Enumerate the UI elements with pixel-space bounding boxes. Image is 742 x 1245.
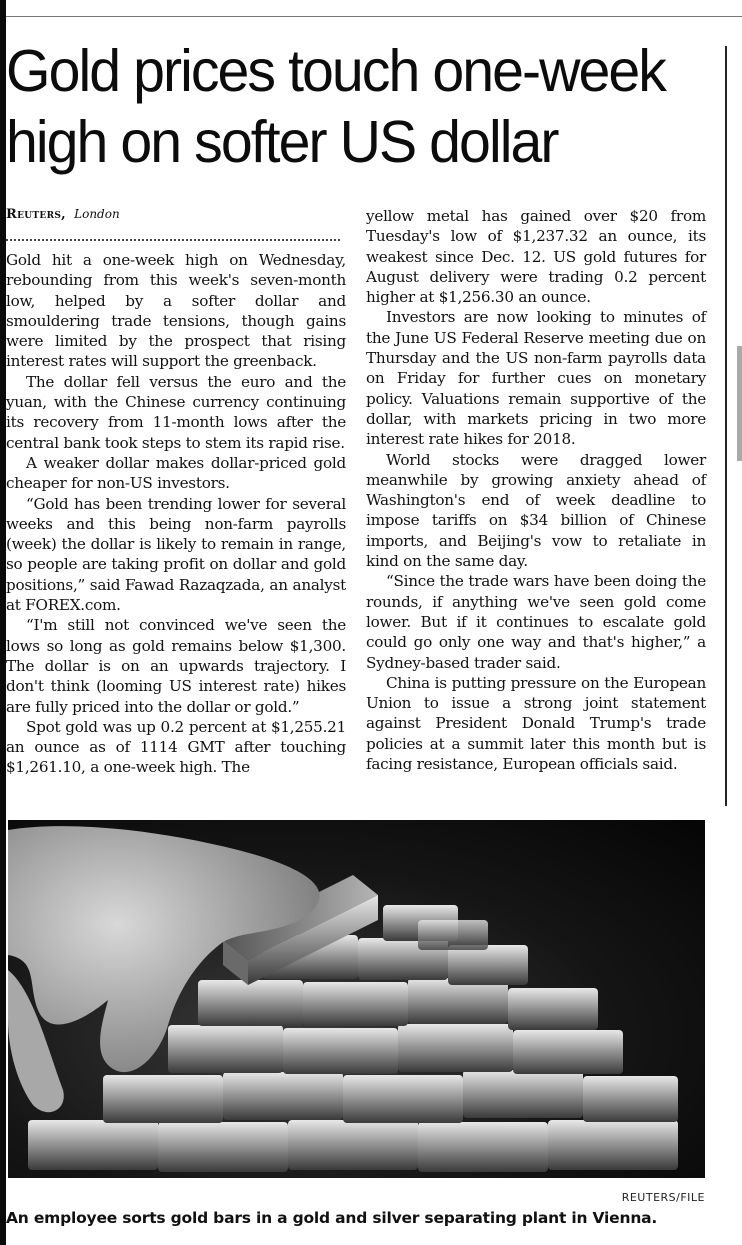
dotted-separator xyxy=(6,239,340,241)
paragraph: “Gold has been trending lower for several weeks and this being non-farm payrolls (week) the dollar is likely to remain in range, so people are taking profit on dollar and gold positions,” said Fawad Razaqzada, an analyst at FOREX.com. xyxy=(6,494,346,615)
article-column-2 xyxy=(366,206,706,774)
paragraph: “I'm still not convinced we've seen the lows so long as gold remains below $1,300. The dollar is on an upwards trajectory. I don't think (looming US interest rate) hikes are fully priced into the dollar or gold.” xyxy=(6,616,346,716)
photo-credit: REUTERS/FILE xyxy=(621,1191,705,1204)
paragraph: Gold hit a one-week high on Wednesday, rebounding from this week's seven-month low, helped by a softer dollar and smouldering trade tensions, though gains were limited by the prospect that rising interest rates will support the greenback. xyxy=(6,251,346,371)
headline: Gold prices touch one-week high on softer US dollar xyxy=(6,38,665,175)
paragraph: Investors are now looking to minutes of the June US Federal Reserve meeting due on Thursday and the US non-farm payrolls data on Friday for further cues on monetary policy. Valuations remain supportive of the dollar, with markets pricing in two more interest rate hikes for 2018. xyxy=(366,308,706,449)
gold-bars-photo xyxy=(8,820,705,1178)
top-rule xyxy=(6,16,742,17)
byline-location: London xyxy=(74,207,120,221)
byline-agency: Reuters, xyxy=(6,207,66,222)
paragraph: World stocks were dragged lower meanwhile by growing anxiety ahead of Washington's end of week deadline to impose tariffs on $34 billion of Chinese imports, and Beijing's vow to retaliate in kind on the same day. xyxy=(366,450,706,571)
edge-mark xyxy=(737,346,742,461)
paragraph: A weaker dollar makes dollar-priced gold cheaper for non-US investors. xyxy=(6,453,346,493)
paragraph: “Since the trade wars have been doing the rounds, if anything we've seen gold come lower. But if it continues to escalate gold could go only one way and that's higher,” a Sydney-based trader said. xyxy=(366,572,706,672)
paragraph: China is putting pressure on the European Union to issue a strong joint statement against President Donald Trump's trade policies at a summit later this month but is facing resistance, European officials said. xyxy=(366,673,706,774)
byline xyxy=(6,207,120,222)
paragraph: Spot gold was up 0.2 percent at $1,255.21 an ounce as of 1114 GMT after touching $1,261.10, a one-week high. The xyxy=(6,717,346,777)
column-rule xyxy=(725,46,727,806)
photo-caption: An employee sorts gold bars in a gold and silver separating plant in Vienna. xyxy=(6,1209,658,1227)
article-column-1 xyxy=(6,250,346,778)
paragraph: The dollar fell versus the euro and the yuan, with the Chinese currency continuing its recovery from 11-month lows after the central bank took steps to stem its rapid rise. xyxy=(6,372,346,452)
paragraph: yellow metal has gained over $20 from Tuesday's low of $1,237.32 an ounce, its weakest since Dec. 12. US gold futures for August delivery were trading 0.2 percent higher at $1,256.30 an ounce. xyxy=(366,207,706,307)
